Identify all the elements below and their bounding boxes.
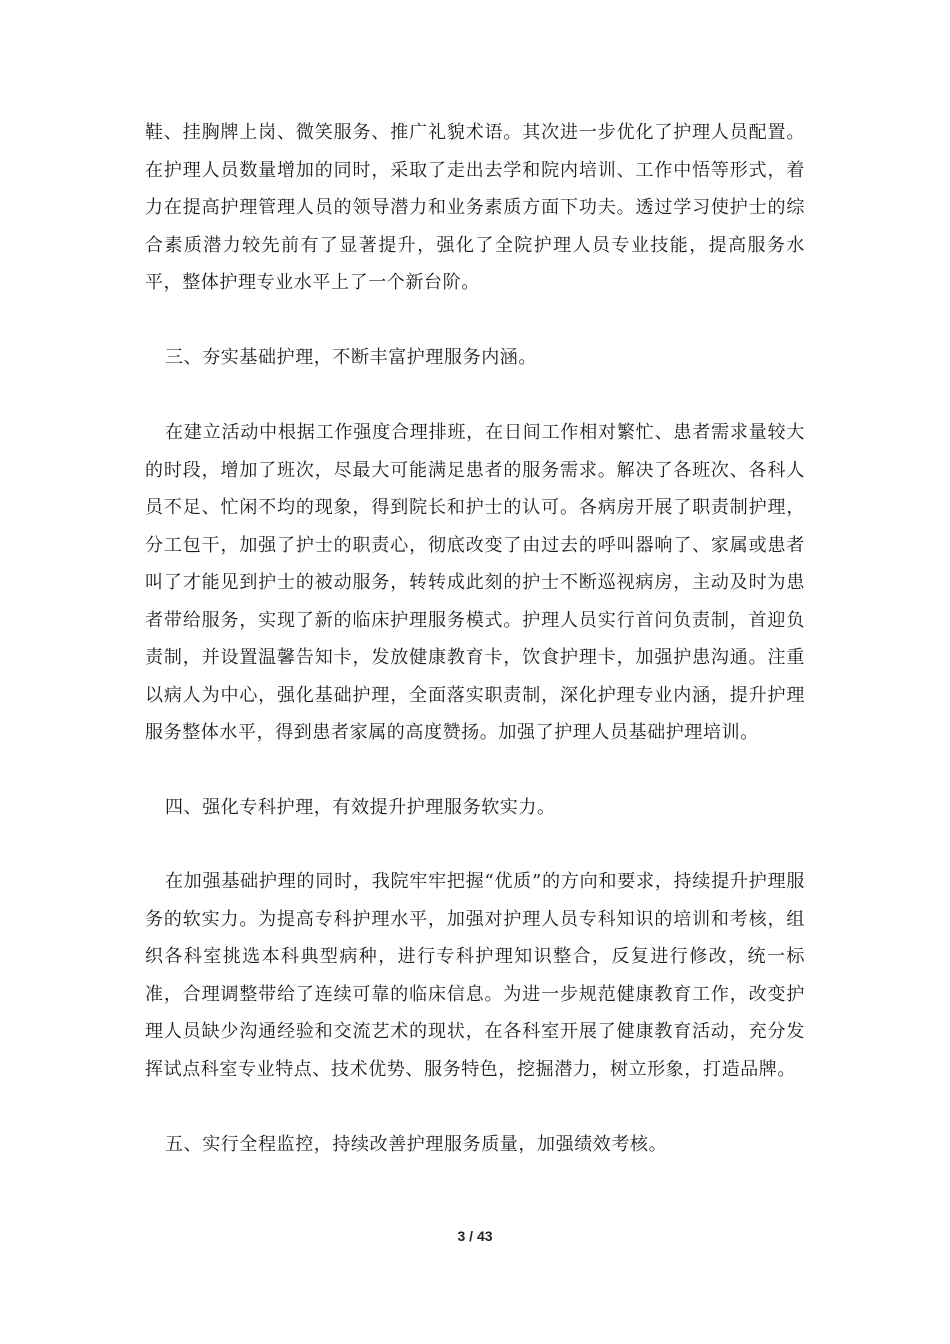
section-heading-4: 四、强化专科护理，有效提升护理服务软实力。 [165, 797, 556, 818]
paragraph-continued: 鞋、挂胸牌上岗、微笑服务、推广礼貌术语。其次进一步优化了护理人员配置。在护理人员数量增加的同时，采取了走出去学和院内培训、工作中悟等形式，着力在提高护理管理人员的领导潜力和业务素质方面下功夫。透过学习使护士的综合素质潜力较先前有了显著提升，强化了全院护理人员专业技能，提高服务水平，整体护理专业水平上了一个新台阶。 [145, 122, 805, 293]
paragraph-section-3: 在建立活动中根据工作强度合理排班，在日间工作相对繁忙、患者需求量较大的时段，增加了班次，尽最大可能满足患者的服务需求。解决了各班次、各科人员不足、忙闲不均的现象，得到院长和护士的认可。各病房开展了职责制护理，分工包干，加强了护士的职责心，彻底改变了由过去的呼叫器响了、家属或患者叫了才能见到护士的被动服务，转转成此刻的护士不断巡视病房，主动及时为患者带给服务，实现了新的临床护理服务模式。护理人员实行首问负责制，首迎负责制，并设置温馨告知卡，发放健康教育卡，饮食护理卡，加强护患沟通。注重以病人为中心，强化基础护理，全面落实职责制，深化护理专业内涵，提升护理服务整体水平，得到患者家属的高度赞扬。加强了护理人员基础护理培训。 [145, 422, 805, 743]
page-number: 3 / 43 [457, 1228, 493, 1244]
paragraph-section-4: 在加强基础护理的同时，我院牢牢把握“优质”的方向和要求，持续提升护理服务的软实力。为提高专科护理水平，加强对护理人员专科知识的培训和考核，组织各科室挑选本科典型病种，进行专科护理知识整合，反复进行修改，统一标准，合理调整带给了连续可靠的临床信息。为进一步规范健康教育工作，改变护理人员缺少沟通经验和交流艺术的现状，在各科室开展了健康教育活动，充分发挥试点科室专业特点、技术优势、服务特色，挖掘潜力，树立形象，打造品牌。 [145, 871, 805, 1080]
section-heading-5: 五、实行全程监控，持续改善护理服务质量，加强绩效考核。 [165, 1134, 668, 1155]
section-heading-3: 三、夯实基础护理，不断丰富护理服务内涵。 [165, 347, 537, 368]
